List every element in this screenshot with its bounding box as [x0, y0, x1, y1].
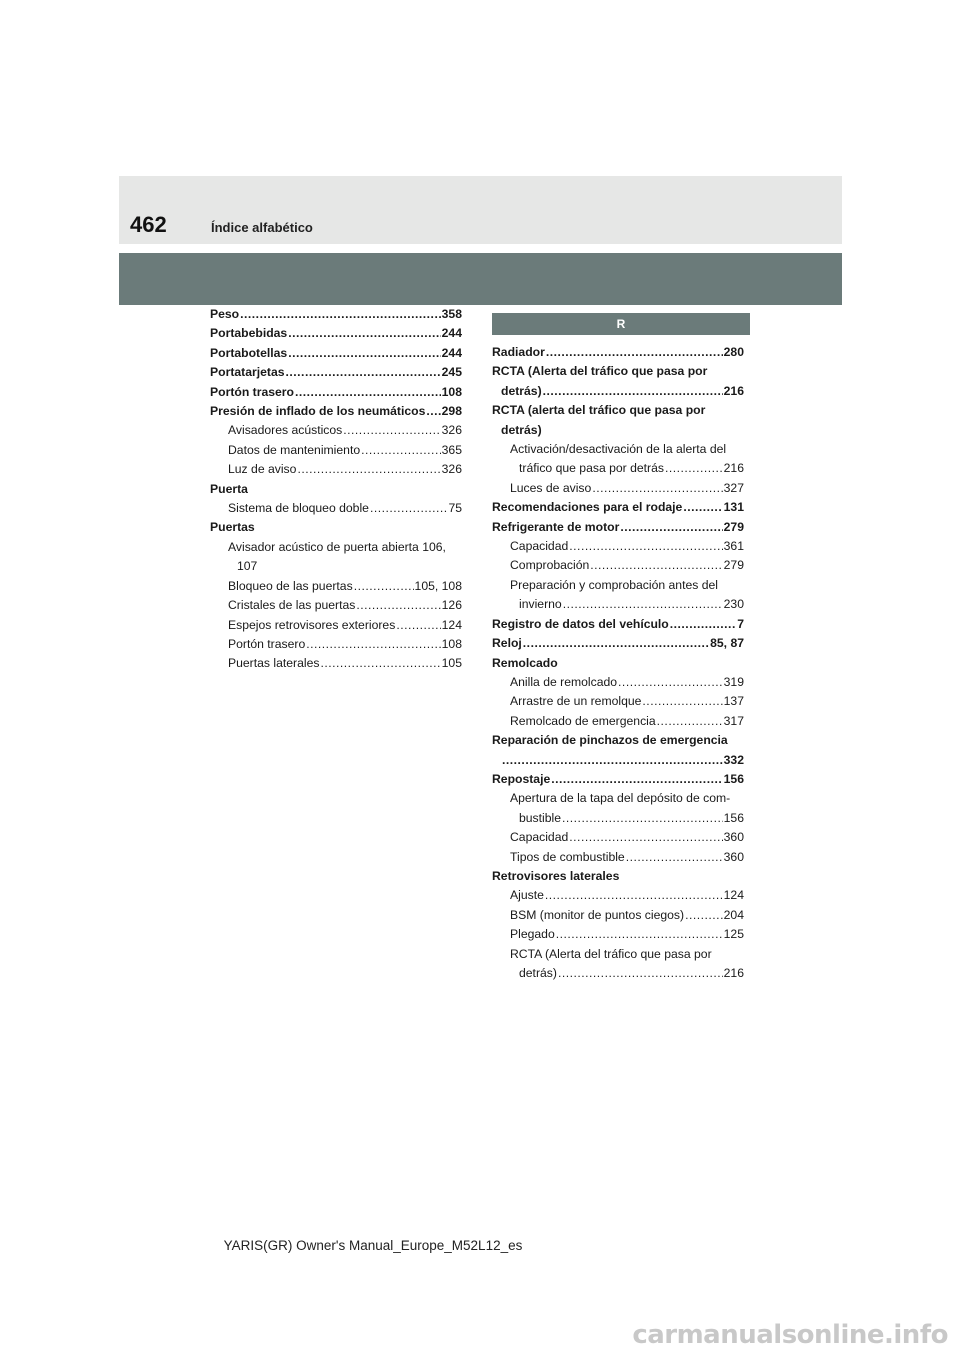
entry-pages: 230 [723, 597, 744, 612]
entry-pages: 319 [723, 674, 744, 689]
entry-label: Cristales de las puertas [228, 598, 356, 613]
entry-label: Puertas laterales [228, 656, 320, 671]
entry-pages: 360 [723, 830, 744, 845]
index-entry [210, 324, 462, 343]
index-entry [492, 440, 744, 459]
entry-label: Refrigerante de motor [492, 519, 620, 534]
index-entry [492, 906, 744, 925]
index-entry [210, 402, 462, 421]
index-entry [210, 635, 462, 654]
index-entry [492, 615, 744, 634]
entry-label: Arrastre de un remolque [510, 694, 642, 709]
index-entry [492, 964, 744, 983]
leader-dots [286, 363, 441, 382]
entry-pages: 360 [723, 849, 744, 864]
entry-label: Presión de inflado de los neumáticos [210, 404, 426, 419]
entry-label: Luz de aviso [228, 462, 297, 477]
entry-label: Luces de aviso [510, 480, 592, 495]
leader-dots [502, 751, 723, 770]
index-entry [492, 343, 744, 362]
page-number: 462 [130, 212, 167, 237]
index-entry [492, 421, 744, 440]
index-entry [492, 382, 744, 401]
leader-dots [670, 615, 736, 634]
index-entry [492, 556, 744, 575]
entry-pages: 125 [723, 927, 744, 942]
index-entry [210, 460, 462, 479]
entry-pages: 365 [441, 442, 462, 457]
entry-label: Reparación de pinchazos de emergencia [492, 733, 728, 748]
entry-label: BSM (monitor de puntos ciegos) [510, 907, 685, 922]
entry-label: Ajuste [510, 888, 544, 903]
entry-pages: 105, 108 [414, 578, 462, 593]
section-title: Índice alfabético [211, 220, 313, 235]
entry-pages: 279 [723, 558, 744, 573]
entry-pages: 244 [441, 326, 462, 341]
index-column-right [492, 343, 744, 983]
entry-label: Remolcado [492, 655, 558, 670]
index-entry [492, 809, 744, 828]
index-entry [210, 480, 462, 499]
entry-pages: 327 [723, 480, 744, 495]
entry-label: detrás) [519, 966, 557, 980]
index-entry [210, 441, 462, 460]
entry-label: bustible [519, 810, 562, 825]
index-column-left [210, 305, 462, 674]
header-band [119, 253, 842, 305]
entry-pages: 108 [441, 636, 462, 651]
index-entry [492, 537, 744, 556]
entry-pages: 280 [723, 345, 744, 359]
entry-pages: 358 [441, 307, 462, 321]
entry-label: Plegado [510, 927, 555, 942]
index-entry [492, 828, 744, 847]
entry-label: invierno [519, 597, 562, 612]
leader-dots [626, 848, 723, 867]
entry-label: Avisadores acústicos [228, 423, 343, 438]
leader-dots [665, 459, 723, 478]
entry-label: Capacidad [510, 830, 569, 845]
entry-pages: 105 [441, 656, 462, 671]
entry-label: Radiador [492, 345, 545, 359]
index-entry [210, 305, 462, 324]
index-entry [492, 945, 744, 964]
leader-dots [683, 498, 722, 517]
entry-label: Portabotellas [210, 345, 288, 360]
index-entry [210, 383, 462, 402]
index-entry [492, 362, 744, 381]
entry-label: RCTA (Alerta del tráfico que pasa por [510, 946, 712, 961]
index-entry [210, 538, 462, 557]
entry-label: Repostaje [492, 771, 551, 786]
index-entry [210, 518, 462, 537]
leader-dots [558, 964, 723, 983]
leader-dots [569, 537, 722, 556]
entry-label: detrás) [501, 383, 542, 398]
entry-label: Remolcado de emergencia [510, 713, 656, 728]
entry-label: Anilla de remolcado [510, 674, 618, 689]
entry-label: Puertas [210, 520, 255, 535]
index-entry [492, 731, 744, 750]
index-entry [210, 363, 462, 382]
entry-label: Comprobación [510, 558, 590, 573]
entry-label: Avisador acústico de puerta abierta 106, [228, 539, 446, 554]
index-entry [492, 673, 744, 692]
index-entry [492, 848, 744, 867]
entry-pages: 85, 87 [710, 636, 744, 651]
watermark: carmanualsonline.info [632, 1320, 948, 1350]
entry-label: Registro de datos del vehículo [492, 616, 669, 631]
index-entry [492, 576, 744, 595]
entry-pages: 124 [441, 617, 462, 632]
index-entry [492, 479, 744, 498]
leader-dots [556, 925, 723, 944]
index-entry [492, 867, 744, 886]
entry-label: detrás) [501, 422, 542, 437]
leader-dots [297, 460, 440, 479]
leader-dots [543, 382, 723, 401]
index-entry [492, 595, 744, 614]
index-entry [492, 401, 744, 420]
leader-dots [551, 770, 722, 789]
entry-pages: 156 [723, 771, 744, 786]
entry-label: Portabebidas [210, 326, 288, 341]
section-letter-r: R [492, 313, 750, 335]
index-entry [492, 518, 744, 537]
entry-pages: 298 [441, 404, 462, 419]
index-entry [492, 770, 744, 789]
entry-label: tráfico que pasa por detrás [519, 461, 664, 476]
entry-pages: 216 [723, 383, 744, 398]
entry-label: RCTA (alerta del tráfico que pasa por [492, 403, 706, 418]
leader-dots [618, 673, 723, 692]
leader-dots [240, 305, 441, 324]
index-entry [210, 499, 462, 518]
entry-pages: 361 [723, 539, 744, 554]
entry-label: Preparación y comprobación antes del [510, 577, 718, 592]
leader-dots [370, 499, 448, 518]
entry-label: Reloj [492, 636, 522, 651]
leader-dots [562, 809, 723, 828]
leader-dots [523, 634, 709, 653]
leader-dots [569, 828, 722, 847]
index-entry [492, 789, 744, 808]
leader-dots [295, 383, 441, 402]
entry-pages: 317 [723, 713, 744, 728]
entry-pages: 124 [723, 888, 744, 903]
index-entry [492, 712, 744, 731]
footer [0, 1238, 960, 1253]
leader-dots [657, 712, 723, 731]
leader-dots [288, 324, 440, 343]
index-entry [210, 557, 462, 576]
entry-pages: 279 [723, 519, 744, 534]
entry-pages: 332 [723, 752, 744, 767]
footer-text: YARIS(GR) Owner's Manual_Europe_M52L12_es [223, 1238, 523, 1253]
index-entry [210, 616, 462, 635]
leader-dots [320, 654, 440, 673]
leader-dots [356, 596, 440, 615]
entry-pages: 156 [723, 810, 744, 825]
entry-label: Portatarjetas [210, 365, 285, 380]
leader-dots [426, 402, 440, 421]
index-entry [492, 498, 744, 517]
leader-dots [642, 692, 722, 711]
leader-dots [620, 518, 722, 537]
entry-pages: 7 [737, 616, 744, 631]
entry-pages: 75 [448, 501, 462, 516]
leader-dots [592, 479, 722, 498]
entry-pages: 216 [723, 966, 744, 980]
entry-label: Retrovisores laterales [492, 868, 620, 883]
entry-pages: 244 [441, 345, 462, 360]
entry-pages: 204 [723, 907, 744, 922]
index-entry [492, 925, 744, 944]
leader-dots [545, 886, 723, 905]
entry-pages: 245 [441, 365, 462, 380]
entry-pages: 126 [441, 598, 462, 613]
leader-dots [396, 616, 440, 635]
leader-dots [590, 556, 722, 575]
entry-label: Capacidad [510, 539, 569, 554]
entry-label: 107 [237, 559, 258, 574]
index-entry [492, 654, 744, 673]
entry-pages: 216 [723, 461, 744, 476]
index-entry [210, 596, 462, 615]
leader-dots [685, 906, 723, 925]
index-entry [210, 654, 462, 673]
index-entry [492, 459, 744, 478]
entry-label: Espejos retrovisores exteriores [228, 617, 396, 632]
index-entry [492, 886, 744, 905]
leader-dots [563, 595, 723, 614]
entry-pages: 326 [441, 423, 462, 438]
leader-dots [546, 343, 723, 362]
index-entry [210, 421, 462, 440]
entry-label: Activación/desactivación de la alerta del [510, 442, 727, 457]
entry-pages: 108 [441, 384, 462, 399]
leader-dots [354, 577, 414, 596]
entry-pages: 131 [723, 500, 744, 515]
entry-label: Sistema de bloqueo doble [228, 501, 369, 516]
entry-pages: 326 [441, 462, 462, 477]
index-entry [210, 577, 462, 596]
entry-label: Datos de mantenimiento [228, 442, 361, 457]
index-entry [492, 634, 744, 653]
entry-label: Apertura de la tapa del depósito de com- [510, 791, 731, 806]
leader-dots [361, 441, 441, 460]
entry-pages: 137 [723, 694, 744, 709]
entry-label: Peso [210, 307, 240, 321]
entry-label: Portón trasero [210, 384, 294, 399]
entry-label: Tipos de combustible [510, 849, 625, 864]
entry-label: Bloqueo de las puertas [228, 578, 353, 593]
entry-label: RCTA (Alerta del tráfico que pasa por [492, 364, 708, 379]
leader-dots [306, 635, 440, 654]
index-entry [210, 344, 462, 363]
entry-label: Recomendaciones para el rodaje [492, 500, 683, 515]
entry-label: Portón trasero [228, 636, 306, 651]
entry-label: Puerta [210, 481, 248, 496]
leader-dots [343, 421, 440, 440]
index-entry [492, 751, 744, 770]
leader-dots [288, 344, 440, 363]
index-entry [492, 692, 744, 711]
